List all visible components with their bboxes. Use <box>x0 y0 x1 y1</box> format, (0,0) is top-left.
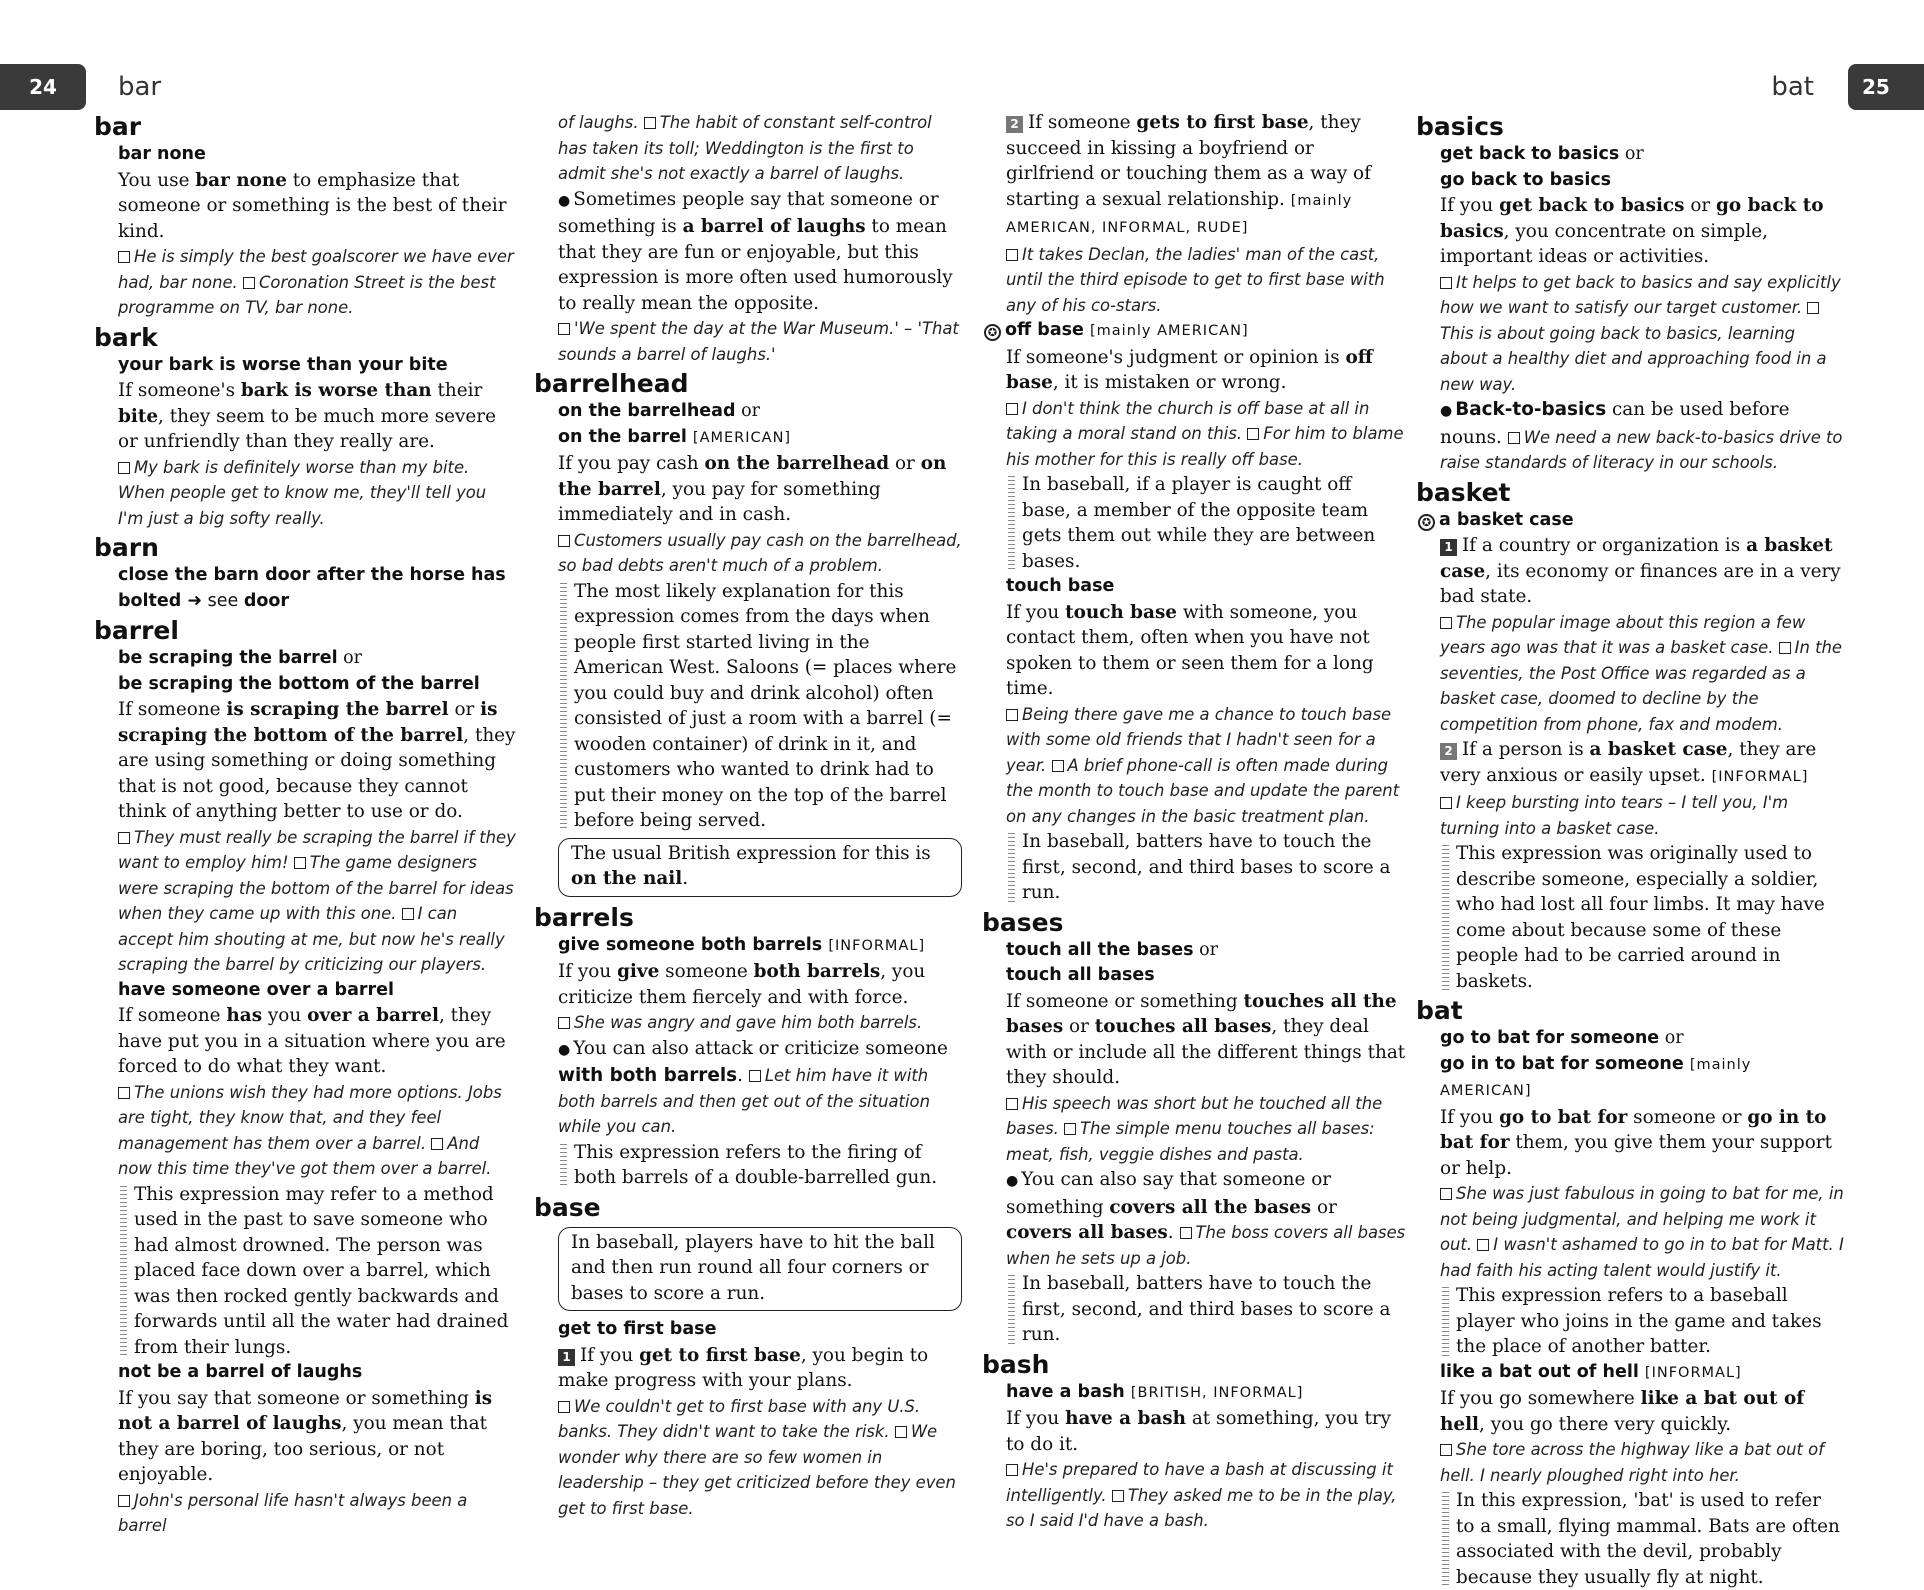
definition: You use bar none to emphasize that someone or something is the best of their kind. <box>118 169 507 242</box>
arrow-right-icon: ➜ <box>187 590 203 611</box>
headword-bases: bases <box>982 907 1064 937</box>
phrase-on-the-barrelhead: on the barrelhead or <box>558 401 760 421</box>
headword-barrelhead: barrelhead <box>534 369 689 398</box>
example-box-icon <box>118 1087 130 1099</box>
definition: If you give someone both barrels, you criticize them fiercely and with force. <box>558 961 926 1008</box>
example: She tore across the highway like a bat out of hell. I nearly ploughed right into her. <box>1440 1440 1824 1485</box>
example-box-icon <box>1006 709 1018 721</box>
right-page-number: 25 <box>1862 75 1890 99</box>
example: They must really be scraping the barrel if they want to employ him! The game designers were scraping the bottom of the barrel for ideas when they came up with this one. I can accept him shouting at me, but now he's really scraping the barrel by criticizing our players. <box>118 827 516 974</box>
definition: 1 If you get to first base, you begin to make progress with your plans. <box>558 1344 929 1391</box>
example: My bark is definitely worse than my bite. When people get to know me, they'll tell you I'm just a big softy really. <box>118 457 487 528</box>
headword-bash: bash <box>982 1349 1050 1379</box>
example-box-icon <box>644 117 656 129</box>
example-box-icon <box>1440 1444 1452 1456</box>
headword-barrels: barrels <box>534 902 634 932</box>
sense-number: 1 <box>1440 539 1457 556</box>
example-box-icon <box>1779 642 1791 654</box>
example-box-icon <box>1440 617 1452 629</box>
definition: If someone's judgment or opinion is off base, it is mistaken or wrong. <box>1006 346 1373 393</box>
headword-bar: bar <box>94 112 142 141</box>
example-box-icon <box>1440 277 1452 289</box>
left-page-number: 24 <box>29 75 57 99</box>
origin-note: This expression refers to a baseball player who joins in the game and takes the place of another batter. <box>1440 1283 1844 1360</box>
phrase-go-to-bat-for-someone: go to bat for someone or <box>1440 1028 1684 1048</box>
phrase-bar-none: bar none <box>118 144 206 164</box>
definition: If someone or something touches all the bases or touches all bases, they deal with or include all the different things that they should. <box>1006 990 1406 1088</box>
phrase-scraping-bottom-of-barrel: be scraping the bottom of the barrel <box>118 673 480 694</box>
right-running-head: bat <box>1771 72 1814 102</box>
example-box-icon <box>1477 1239 1489 1251</box>
column-4 <box>1416 110 1844 1588</box>
phrase-barn-door: close the barn door after the horse has bolted ➜ see door <box>118 565 506 611</box>
bullet-icon: ● <box>558 192 571 209</box>
definition: 1 If a country or organization is a basket case, its economy or finances are in a very bad state. <box>1440 535 1841 607</box>
example-box-icon <box>118 251 130 263</box>
headword-barn: barn <box>94 533 159 562</box>
example-box-icon <box>118 462 130 474</box>
example: It helps to get back to basics and say explicitly how we want to satisfy our target customer. This is about going back to basics, learning about a healthy diet and approaching food in a new way. <box>1440 272 1841 394</box>
example-box-icon <box>1006 249 1018 261</box>
example-box-icon <box>1807 302 1819 314</box>
example: John's personal life hasn't always been a barrel <box>118 1490 468 1535</box>
definition: If someone's bark is worse than their bite, they seem to be much more severe or unfriendly than they really are. <box>118 380 496 452</box>
definition: If you get back to basics or go back to basics, you concentrate on simple, important ideas or activities. <box>1440 195 1824 267</box>
origin-note: The most likely explanation for this expression comes from the days when people first started living in the American West. Saloons (= places where you could buy and drink alcohol) often consisted of just a room with a barrel (= wooden container) of drink in it, and customers who wanted to drink had to put their money on the top of the barrel before being served. <box>558 579 962 834</box>
headword-basket: basket <box>1416 477 1511 507</box>
example-box-icon <box>895 1426 907 1438</box>
phrase-bark-worse-than-bite: your bark is worse than your bite <box>118 354 448 375</box>
headword-bark: bark <box>94 322 158 352</box>
sense-number: 2 <box>1006 116 1023 133</box>
example-box-icon <box>1112 1490 1124 1502</box>
headword-bat: bat <box>1416 996 1463 1025</box>
origin-note: In baseball, if a player is caught off base, a member of the opposite team gets them out while they are between bases. <box>1006 472 1406 574</box>
example: It takes Declan, the ladies' man of the cast, until the third episode to get to first base with any of his co-stars. <box>1006 244 1385 315</box>
example-box-icon <box>1052 760 1064 772</box>
phrase-get-back-to-basics: get back to basics or <box>1440 144 1644 164</box>
example: She was just fabulous in going to bat for me, in not being judgmental, and helping me work it out. I wasn't ashamed to go in to bat for Matt. I had faith his acting talent would justify it. <box>1440 1184 1844 1280</box>
example: She was angry and gave him both barrels. <box>534 1010 962 1036</box>
example-box-icon <box>118 1495 130 1507</box>
definition: 2 If a person is a basket case, they are very anxious or easily upset. [INFORMAL] <box>1440 739 1817 786</box>
example-box-icon <box>1064 1123 1076 1135</box>
definition: If you have a bash at something, you try to do it. <box>1006 1408 1392 1455</box>
definition-variant: ● You can also say that someone or something covers all the bases or covers all bases. The boss covers all bases when he sets up a job. <box>1006 1169 1406 1268</box>
sense-number: 2 <box>1440 743 1457 760</box>
origin-note: This expression refers to the firing of both barrels of a double-barrelled gun. <box>558 1140 962 1191</box>
example-box-icon <box>1006 1098 1018 1110</box>
example: I don't think the church is off base at all in taking a moral stand on this. For him to blame his mother for this is really off base. <box>1006 398 1404 469</box>
definition: 2 If someone gets to first base, they succeed in kissing a boyfriend or girlfriend or touching them as a way of starting a sexual relationship. [mainly AMERICAN, INFORMAL, RUDE] <box>1006 112 1371 236</box>
origin-note: In baseball, batters have to touch the first, second, and third bases to score a run. <box>1006 829 1406 906</box>
definition-variant: ● You can also attack or criticize someone with both barrels. Let him have it with both barrels and then get out of the situation while you can. <box>558 1037 948 1136</box>
phrase-bat-out-of-hell: like a bat out of hell [INFORMAL] <box>1440 1361 1742 1382</box>
example-box-icon <box>402 908 414 920</box>
definition: If someone has you over a barrel, they have put you in a situation where you are forced to do what they want. <box>118 1005 506 1077</box>
right-page-number-tab <box>1848 64 1924 110</box>
example-box-icon <box>558 1401 570 1413</box>
origin-note: This expression was originally used to describe someone, especially a soldier, who had lost all four limbs. It may have come about because some of these people had to be carried around in baskets. <box>1440 841 1844 994</box>
example-box-icon <box>431 1138 443 1150</box>
example-box-icon <box>243 277 255 289</box>
left-page-number-tab <box>0 64 86 110</box>
example-box-icon <box>294 857 306 869</box>
example-box-icon <box>1006 1464 1018 1476</box>
left-running-head: bar <box>118 72 162 102</box>
example-box-icon <box>558 323 570 335</box>
bullet-icon: ● <box>1440 403 1453 419</box>
example: The unions wish they had more options. Jobs are tight, they know that, and they feel management has them over a barrel. And now this time they've got them over a barrel. <box>118 1082 502 1178</box>
example: He's prepared to have a bash at discussing it intelligently. They asked me to be in the play, so I said I'd have a bash. <box>1006 1460 1397 1530</box>
example-box-icon <box>558 535 570 547</box>
definition: If you go somewhere like a bat out of hell, you go there very quickly. <box>1440 1388 1805 1435</box>
column-2 <box>534 110 962 1550</box>
example: 'We spent the day at the War Museum.' – 'That sounds a barrel of laughs.' <box>558 319 959 364</box>
example: We couldn't get to first base with any U.S. banks. They didn't want to take the risk. We wonder why there are so few women in leadership – they get criticized before they even get to first base. <box>558 1396 956 1518</box>
definition: If you say that someone or something is not a barrel of laughs, you mean that they are boring, too serious, or not enjoyable. <box>118 1387 493 1485</box>
example-box-icon <box>1440 1188 1452 1200</box>
sense-number: 1 <box>558 1349 575 1366</box>
phrase-on-the-barrel: on the barrel [AMERICAN] <box>558 426 792 447</box>
definition-variant: ● Back-to-basics can be used before nouns. We need a new back-to-basics drive to raise standards of literacy in our schools. <box>1440 399 1843 472</box>
column-3 <box>982 110 1406 1550</box>
phrase-barrel-of-laughs: not be a barrel of laughs <box>118 1362 363 1382</box>
origin-note: In baseball, batters have to touch the first, second, and third bases to score a run. <box>1006 1271 1406 1348</box>
example-box-icon <box>118 832 130 844</box>
example-box-icon <box>749 1070 761 1082</box>
example: I keep bursting into tears – I tell you, I'm turning into a basket case. <box>1440 793 1789 838</box>
column-1 <box>94 110 516 1550</box>
phrase-both-barrels: give someone both barrels [INFORMAL] <box>558 934 926 955</box>
example: of laughs. The habit of constant self-control has taken its toll; Weddington is the first to admit she's not exactly a barrel of laughs. <box>558 113 932 183</box>
phrase-touch-all-the-bases: touch all the bases or <box>1006 939 1218 960</box>
definition: If someone is scraping the barrel or is scraping the bottom of the barrel, they are using something or doing something that is not good, because they cannot think of anything better to use or do. <box>118 699 516 822</box>
frequency-star-icon: ✪ <box>1418 514 1435 531</box>
phrase-off-base: ✪ off base [mainly AMERICAN] <box>982 318 1406 345</box>
usage-callout: The usual British expression for this is on the nail. <box>558 838 962 897</box>
example: Being there gave me a chance to touch base with some old friends that I hadn't seen for a year. A brief phone-call is often made during the month to touch base and update the parent on any changes in the basic treatment plan. <box>1006 704 1400 826</box>
frequency-star-icon: ✪ <box>984 324 1001 341</box>
example: He is simply the best goalscorer we have ever had, bar none. Coronation Street is the best programme on TV, bar none. <box>118 247 514 317</box>
phrase-touch-all-bases: touch all bases <box>1006 965 1155 985</box>
definition: If you touch base with someone, you contact them, often when you have not spoken to them or seen them for a long time. <box>1006 601 1374 699</box>
phrase-have-a-bash: have a bash [BRITISH, INFORMAL] <box>1006 1381 1304 1402</box>
phrase-touch-base: touch base <box>1006 576 1115 596</box>
bullet-icon: ● <box>1006 1173 1019 1189</box>
phrase-scraping-the-barrel: be scraping the barrel or <box>118 648 363 668</box>
example-box-icon <box>1247 428 1259 440</box>
phrase-over-a-barrel: have someone over a barrel <box>118 979 395 1000</box>
definition-variant: ● Sometimes people say that someone or something is a barrel of laughs to mean that they are fun or enjoyable, but this expression is more often used humorously to really mean the opposite. <box>558 188 953 314</box>
origin-note: This expression may refer to a method used in the past to save someone who had almost drowned. The person was placed face down over a barrel, which was then rocked gently backwards and forwards until all the water had drained from their lungs. <box>118 1182 516 1361</box>
example-box-icon <box>1006 403 1018 415</box>
example: The popular image about this region a few years ago was that it was a basket case. In the seventies, the Post Office was regarded as a basket case, doomed to decline by the competition from phone, fax and modem. <box>1440 612 1842 734</box>
headword-barrel: barrel <box>94 616 179 645</box>
example-box-icon <box>1180 1227 1192 1239</box>
usage-callout: In baseball, players have to hit the ball and then run round all four corners or bases to score a run. <box>558 1227 962 1312</box>
phrase-get-to-first-base: get to first base <box>558 1319 717 1339</box>
origin-note: In this expression, 'bat' is used to refer to a small, flying mammal. Bats are often associated with the devil, probably because they usually fly at night. <box>1440 1488 1844 1590</box>
headword-base: base <box>534 1192 601 1222</box>
example: His speech was short but he touched all the bases. The simple menu touches all bases: meat, fish, veggie dishes and pasta. <box>1006 1093 1383 1164</box>
phrase-go-back-to-basics: go back to basics <box>1440 169 1612 190</box>
example-box-icon <box>1440 797 1452 809</box>
definition: If you go to bat for someone or go in to bat for them, you give them your support or help. <box>1440 1106 1832 1179</box>
example-box-icon <box>1508 432 1520 444</box>
bullet-icon: ● <box>558 1041 571 1058</box>
example-box-icon <box>558 1017 570 1029</box>
phrase-go-in-to-bat-for-someone: go in to bat for someone [mainly AMERICAN] <box>1440 1053 1752 1099</box>
headword-basics: basics <box>1416 112 1504 141</box>
definition: If you pay cash on the barrelhead or on the barrel, you pay for something immediately and in cash. <box>558 453 947 525</box>
example: Customers usually pay cash on the barrelhead, so bad debts aren't much of a problem. <box>558 530 962 575</box>
phrase-basket-case: ✪ a basket case <box>1416 508 1844 534</box>
cross-reference-door[interactable]: door <box>243 590 290 611</box>
